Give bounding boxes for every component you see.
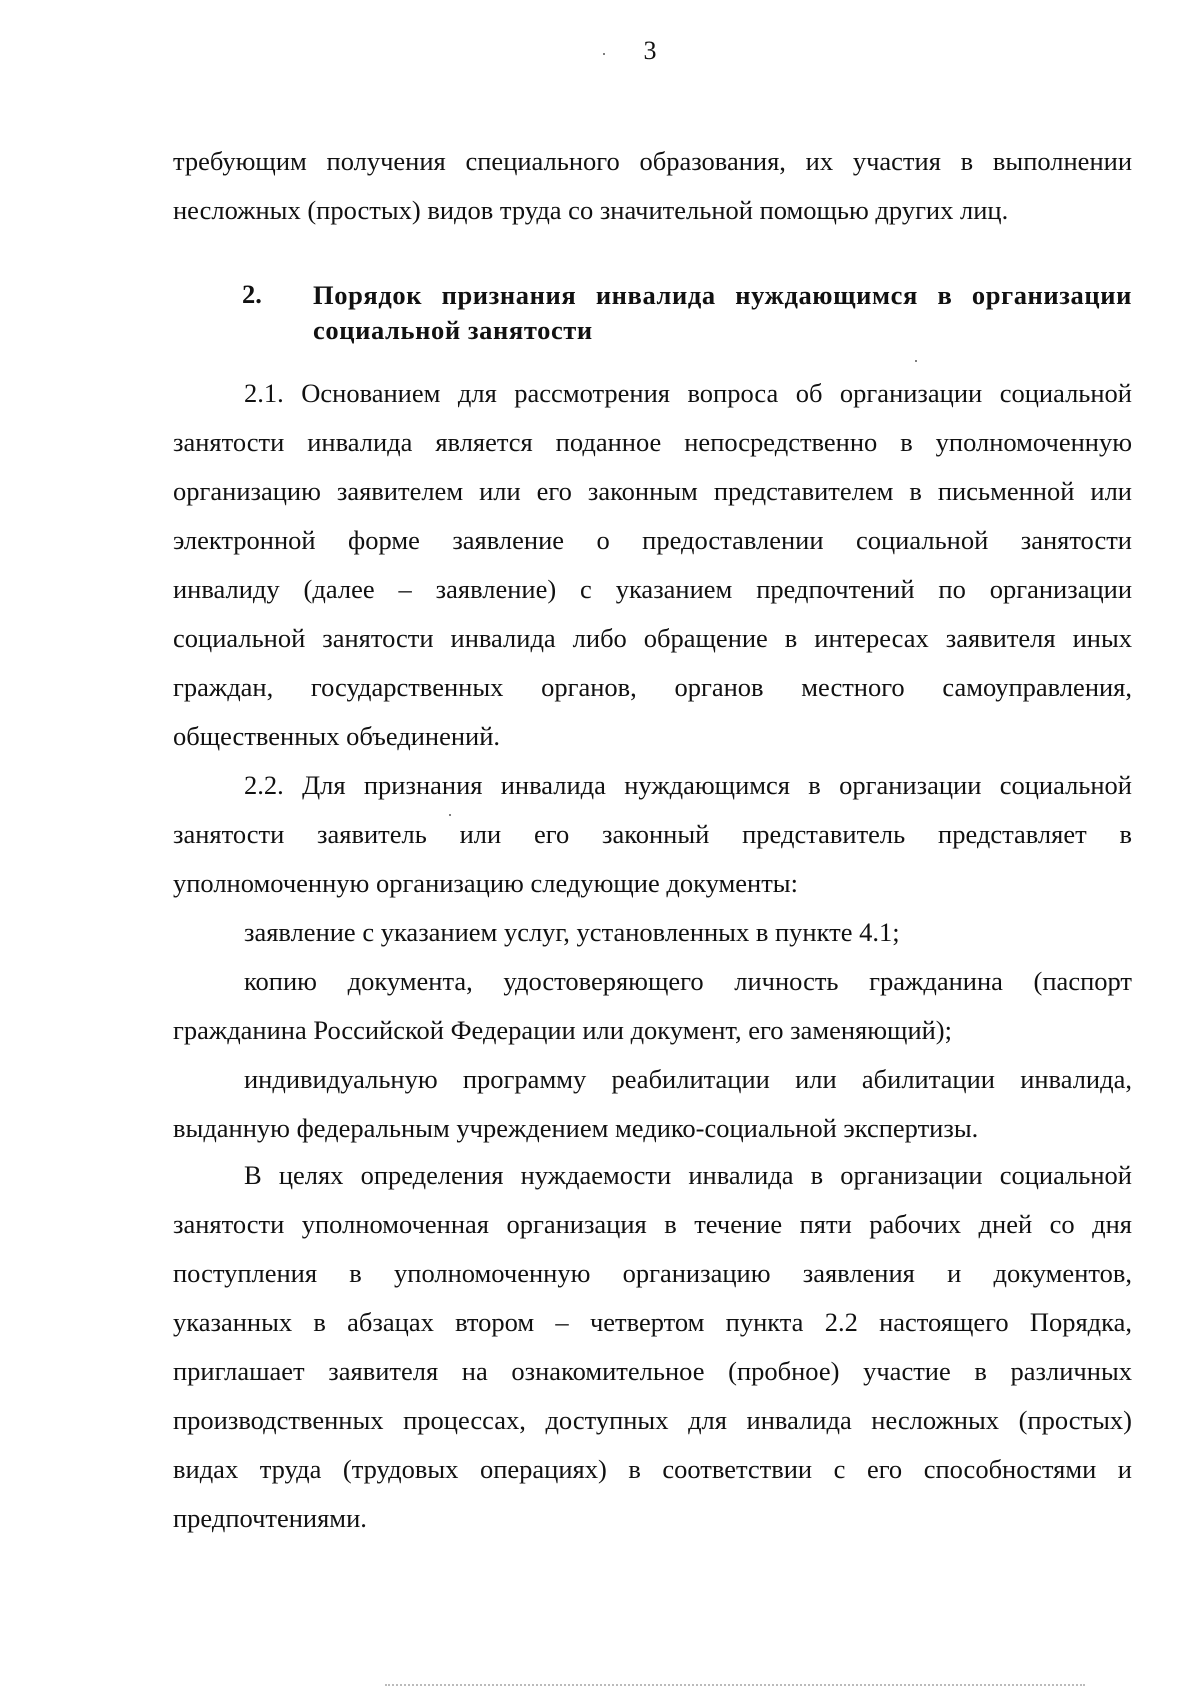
scan-speck [915,360,917,362]
heading-line: социальной занятости [313,315,593,345]
text-line: В целях определения нуждаемости инвалида в организации социальной [244,1160,1132,1190]
text-line: общественных объединений. [173,721,501,751]
scan-footer-residue [385,1684,1085,1690]
text-line: видах труда (трудовых операциях) в соответствии с его способностями и [173,1454,1132,1484]
page-number: 3 [643,36,657,65]
text-line: занятости инвалида является поданное непосредственно в уполномоченную [173,427,1132,457]
text-line: 2.2. Для признания инвалида нуждающимся в организации социальной [244,770,1132,800]
list-item: заявление с указанием услуг, установленных в пункте 4.1; [244,917,900,947]
documents-list [173,908,1132,1153]
text-line: электронной форме заявление о предоставлении социальной занятости [173,525,1132,555]
intro-paragraph [173,137,1132,235]
text-line: граждан, государственных органов, органов местного самоуправления, [173,672,1132,702]
list-item: копию документа, удостоверяющего личность гражданина (паспорт [244,966,1132,996]
section-number: 2. [242,279,262,309]
text-line: занятости заявитель или его законный представитель представляет в [173,819,1132,849]
text-line: указанных в абзацах втором – четвертом пункта 2.2 настоящего Порядка, [173,1307,1132,1337]
list-item: гражданина Российской Федерации или документ, его заменяющий); [173,1015,952,1045]
heading-line: Порядок признания инвалида нуждающимся в организации [313,280,1132,310]
text-line: социальной занятости инвалида либо обращение в интересах заявителя иных [173,623,1132,653]
text-line: поступления в уполномоченную организацию заявления и документов, [173,1258,1132,1288]
text-line: 2.1. Основанием для рассмотрения вопроса об организации социальной [244,378,1132,408]
paragraph-2-2 [173,761,1132,908]
text-line: несложных (простых) видов труда со значительной помощью других лиц. [173,195,1009,225]
list-item: индивидуальную программу реабилитации или абилитации инвалида, [244,1064,1132,1094]
text-line: занятости уполномоченная организация в течение пяти рабочих дней со дня [173,1209,1132,1239]
text-line: уполномоченную организацию следующие документы: [173,868,798,898]
paragraph-2-1 [173,369,1132,761]
text-line: организацию заявителем или его законным представителем в письменной или [173,476,1132,506]
scan-speck [603,53,605,55]
text-line: инвалиду (далее – заявление) с указанием предпочтений по организации [173,574,1132,604]
text-line: производственных процессах, доступных для инвалида несложных (простых) [173,1405,1132,1435]
section-heading [313,278,1132,348]
text-line: требующим получения специального образования, их участия в выполнении [173,146,1132,176]
list-item: выданную федеральным учреждением медико-социальной экспертизы. [173,1113,979,1143]
text-line: приглашает заявителя на ознакомительное (пробное) участие в различных [173,1356,1132,1386]
scan-speck [449,814,451,816]
text-line: предпочтениями. [173,1503,367,1533]
paragraph-assessment [173,1151,1132,1543]
